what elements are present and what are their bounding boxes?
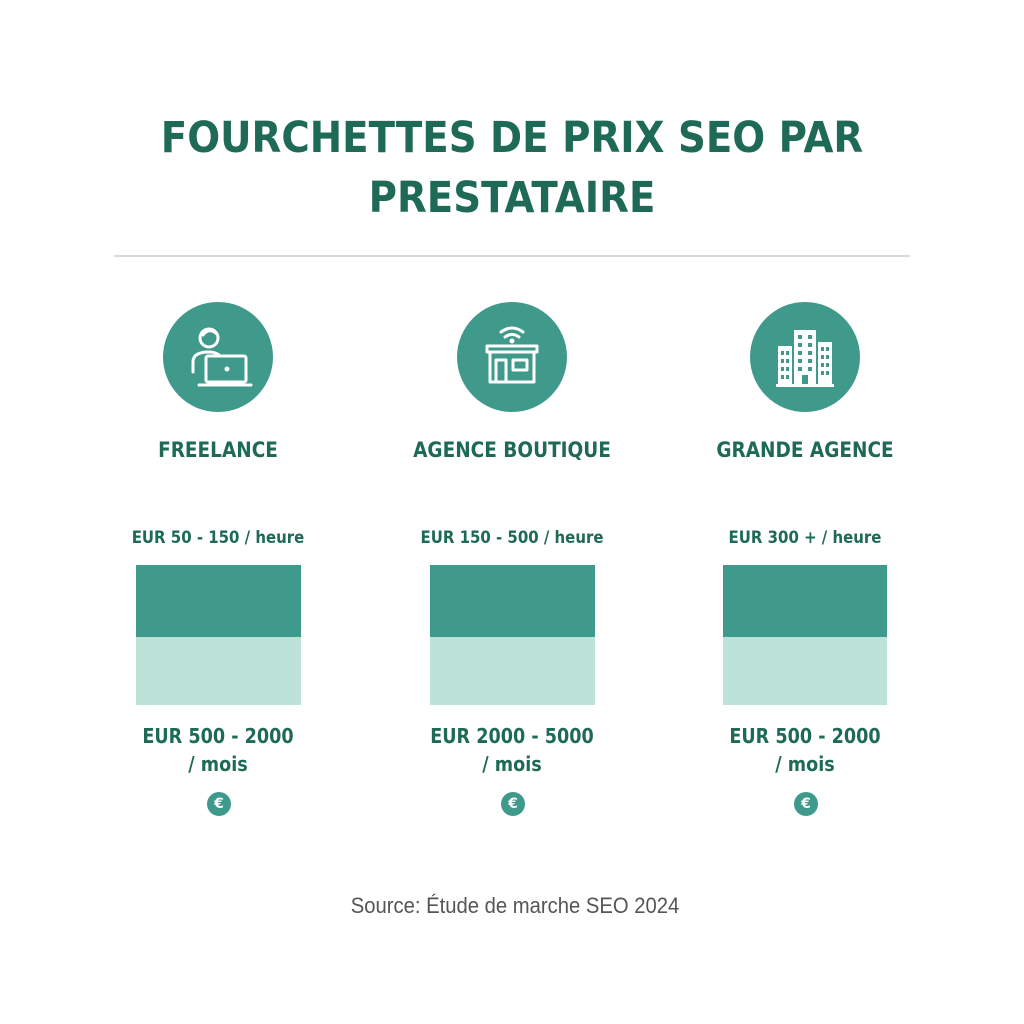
monthly-rate: [673, 722, 937, 778]
title-line-1: FOURCHETTES DE PRIX SEO PAR: [160, 113, 864, 163]
monthly-rate-amount: EUR 500 - 2000: [142, 724, 294, 748]
office-buildings-icon: [750, 302, 860, 412]
provider-column-freelance: [68, 300, 368, 830]
column-label: AGENCE BOUTIQUE: [413, 438, 611, 462]
price-block: [136, 565, 301, 705]
provider-column-large-agency: [655, 300, 955, 830]
monthly-rate-amount: EUR 2000 - 5000: [430, 724, 594, 748]
source-note: Source: Étude de marche SEO 2024: [350, 893, 680, 918]
price-block-hourly: [136, 565, 301, 637]
title-line-2: PRESTATAIRE: [368, 173, 656, 223]
monthly-rate-unit: / mois: [775, 752, 835, 776]
euro-icon: €: [207, 792, 231, 816]
column-label: GRANDE AGENCE: [716, 438, 894, 462]
price-block: [723, 565, 887, 705]
column-label: FREELANCE: [158, 438, 278, 462]
euro-icon: €: [794, 792, 818, 816]
provider-column-boutique: [362, 300, 662, 830]
euro-icon: €: [501, 792, 525, 816]
price-block-hourly: [723, 565, 887, 637]
price-block-monthly: [136, 637, 301, 705]
hourly-rate: EUR 50 - 150 / heure: [131, 528, 305, 548]
price-block-monthly: [430, 637, 595, 705]
boutique-agency-wifi-icon: [457, 302, 567, 412]
price-block-hourly: [430, 565, 595, 637]
price-block: [430, 565, 595, 705]
hourly-rate: EUR 150 - 500 / heure: [420, 528, 604, 548]
freelancer-laptop-icon: [163, 302, 273, 412]
monthly-rate: [86, 722, 350, 778]
monthly-rate-unit: / mois: [188, 752, 248, 776]
monthly-rate-unit: / mois: [482, 752, 542, 776]
page-title: [51, 108, 973, 228]
monthly-rate: [380, 722, 644, 778]
hourly-rate: EUR 300 + / heure: [728, 528, 882, 548]
monthly-rate-amount: EUR 500 - 2000: [729, 724, 881, 748]
divider: [114, 255, 910, 257]
price-block-monthly: [723, 637, 887, 705]
